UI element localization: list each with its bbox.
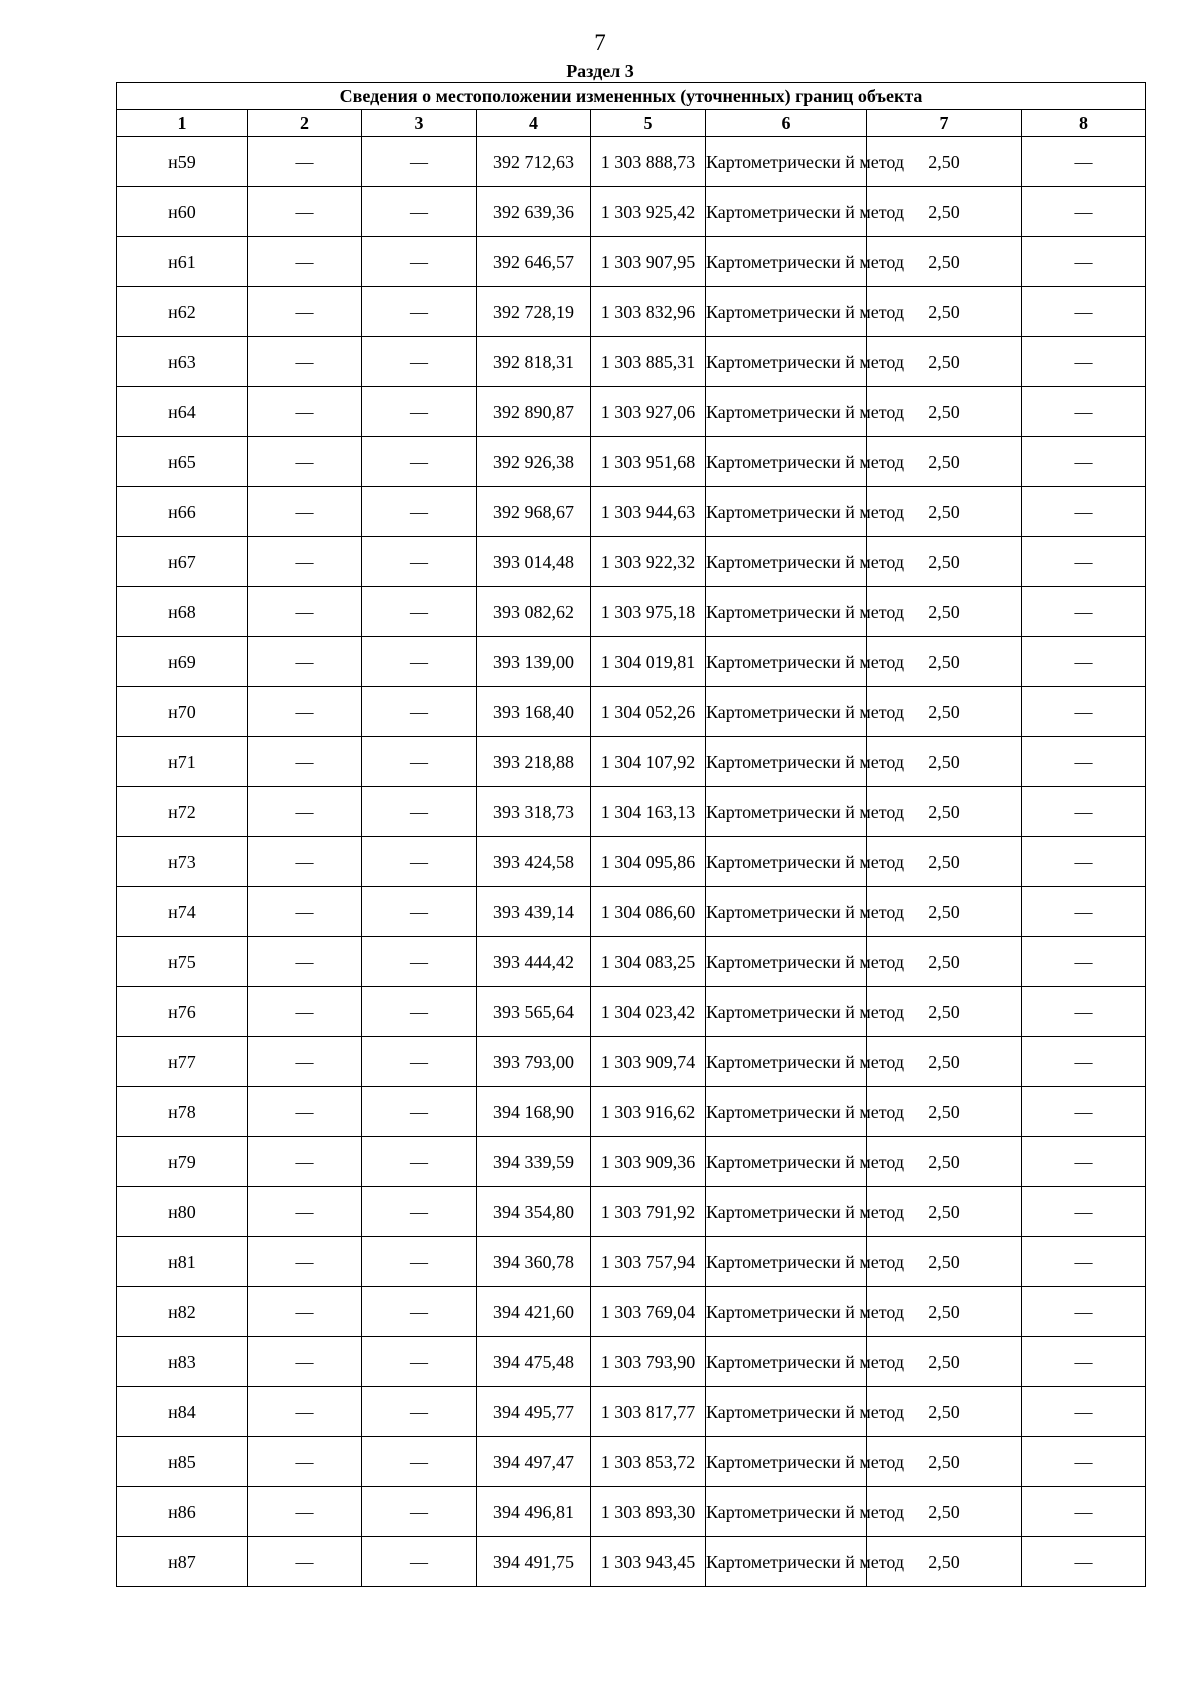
x-coordinate-cell: 393 139,00 bbox=[477, 637, 591, 687]
y-coordinate-cell: 1 303 885,31 bbox=[591, 337, 706, 387]
x-coordinate-cell: 394 168,90 bbox=[477, 1087, 591, 1137]
method-cell: Картометрически й метод bbox=[706, 1487, 867, 1537]
cell-col8: — bbox=[1022, 437, 1146, 487]
cell-col2: — bbox=[248, 937, 362, 987]
method-cell: Картометрически й метод bbox=[706, 537, 867, 587]
point-name-cell: н83 bbox=[117, 1337, 248, 1387]
point-name-cell: н74 bbox=[117, 887, 248, 937]
table-row bbox=[117, 1137, 1146, 1187]
method-cell: Картометрически й метод bbox=[706, 1237, 867, 1287]
accuracy-cell: 2,50 bbox=[867, 1137, 1022, 1187]
cell-col2: — bbox=[248, 1237, 362, 1287]
cell-col3: — bbox=[362, 1537, 477, 1587]
cell-col8: — bbox=[1022, 987, 1146, 1037]
table-row bbox=[117, 137, 1146, 187]
y-coordinate-cell: 1 304 019,81 bbox=[591, 637, 706, 687]
point-name-cell: н59 bbox=[117, 137, 248, 187]
point-name-cell: н87 bbox=[117, 1537, 248, 1587]
x-coordinate-cell: 392 818,31 bbox=[477, 337, 591, 387]
x-coordinate-cell: 392 728,19 bbox=[477, 287, 591, 337]
cell-col3: — bbox=[362, 637, 477, 687]
page-number: 7 bbox=[594, 30, 606, 55]
x-coordinate-cell: 392 639,36 bbox=[477, 187, 591, 237]
x-coordinate-cell: 394 475,48 bbox=[477, 1337, 591, 1387]
cell-col2: — bbox=[248, 1287, 362, 1337]
table-row bbox=[117, 787, 1146, 837]
x-coordinate-cell: 392 890,87 bbox=[477, 387, 591, 437]
accuracy-cell: 2,50 bbox=[867, 387, 1022, 437]
x-coordinate-cell: 394 496,81 bbox=[477, 1487, 591, 1537]
method-cell: Картометрически й метод bbox=[706, 837, 867, 887]
cell-col8: — bbox=[1022, 1437, 1146, 1487]
cell-col8: — bbox=[1022, 287, 1146, 337]
x-coordinate-cell: 393 565,64 bbox=[477, 987, 591, 1037]
column-number: 6 bbox=[706, 110, 867, 137]
cell-col8: — bbox=[1022, 1037, 1146, 1087]
cell-col2: — bbox=[248, 1337, 362, 1387]
method-cell: Картометрически й метод bbox=[706, 487, 867, 537]
cell-col2: — bbox=[248, 487, 362, 537]
cell-col2: — bbox=[248, 737, 362, 787]
table-row bbox=[117, 737, 1146, 787]
cell-col8: — bbox=[1022, 637, 1146, 687]
method-cell: Картометрически й метод bbox=[706, 637, 867, 687]
cell-col3: — bbox=[362, 487, 477, 537]
accuracy-cell: 2,50 bbox=[867, 1437, 1022, 1487]
cell-col8: — bbox=[1022, 537, 1146, 587]
method-cell: Картометрически й метод bbox=[706, 287, 867, 337]
cell-col3: — bbox=[362, 937, 477, 987]
cell-col2: — bbox=[248, 587, 362, 637]
cell-col8: — bbox=[1022, 137, 1146, 187]
table-row bbox=[117, 937, 1146, 987]
y-coordinate-cell: 1 304 086,60 bbox=[591, 887, 706, 937]
cell-col2: — bbox=[248, 1037, 362, 1087]
cell-col8: — bbox=[1022, 387, 1146, 437]
cell-col8: — bbox=[1022, 187, 1146, 237]
table-body bbox=[117, 137, 1146, 1587]
method-cell: Картометрически й метод bbox=[706, 337, 867, 387]
y-coordinate-cell: 1 303 757,94 bbox=[591, 1237, 706, 1287]
point-name-cell: н81 bbox=[117, 1237, 248, 1287]
cell-col2: — bbox=[248, 137, 362, 187]
point-name-cell: н67 bbox=[117, 537, 248, 587]
point-name-cell: н60 bbox=[117, 187, 248, 237]
x-coordinate-cell: 394 339,59 bbox=[477, 1137, 591, 1187]
method-cell: Картометрически й метод bbox=[706, 137, 867, 187]
table-row bbox=[117, 637, 1146, 687]
point-name-cell: н82 bbox=[117, 1287, 248, 1337]
method-cell: Картометрически й метод bbox=[706, 687, 867, 737]
cell-col2: — bbox=[248, 1487, 362, 1537]
cell-col8: — bbox=[1022, 837, 1146, 887]
cell-col8: — bbox=[1022, 687, 1146, 737]
point-name-cell: н76 bbox=[117, 987, 248, 1037]
cell-col2: — bbox=[248, 887, 362, 937]
x-coordinate-cell: 393 444,42 bbox=[477, 937, 591, 987]
cell-col2: — bbox=[248, 387, 362, 437]
cell-col8: — bbox=[1022, 1537, 1146, 1587]
table-row bbox=[117, 687, 1146, 737]
accuracy-cell: 2,50 bbox=[867, 437, 1022, 487]
cell-col2: — bbox=[248, 1537, 362, 1587]
accuracy-cell: 2,50 bbox=[867, 137, 1022, 187]
cell-col2: — bbox=[248, 1137, 362, 1187]
y-coordinate-cell: 1 304 163,13 bbox=[591, 787, 706, 837]
method-cell: Картометрически й метод bbox=[706, 1437, 867, 1487]
column-number: 1 bbox=[117, 110, 248, 137]
cell-col3: — bbox=[362, 1137, 477, 1187]
x-coordinate-cell: 392 968,67 bbox=[477, 487, 591, 537]
y-coordinate-cell: 1 303 791,92 bbox=[591, 1187, 706, 1237]
x-coordinate-cell: 392 926,38 bbox=[477, 437, 591, 487]
x-coordinate-cell: 392 712,63 bbox=[477, 137, 591, 187]
cell-col2: — bbox=[248, 787, 362, 837]
x-coordinate-cell: 394 354,80 bbox=[477, 1187, 591, 1237]
table-row bbox=[117, 237, 1146, 287]
point-name-cell: н70 bbox=[117, 687, 248, 737]
column-number: 3 bbox=[362, 110, 477, 137]
x-coordinate-cell: 394 497,47 bbox=[477, 1437, 591, 1487]
cell-col3: — bbox=[362, 537, 477, 587]
cell-col8: — bbox=[1022, 787, 1146, 837]
table-row bbox=[117, 537, 1146, 587]
y-coordinate-cell: 1 304 107,92 bbox=[591, 737, 706, 787]
method-cell: Картометрически й метод bbox=[706, 1137, 867, 1187]
cell-col3: — bbox=[362, 1187, 477, 1237]
cell-col2: — bbox=[248, 187, 362, 237]
cell-col8: — bbox=[1022, 1237, 1146, 1287]
cell-col3: — bbox=[362, 237, 477, 287]
point-name-cell: н80 bbox=[117, 1187, 248, 1237]
boundary-table bbox=[116, 82, 1146, 1587]
cell-col3: — bbox=[362, 1487, 477, 1537]
table-row bbox=[117, 1187, 1146, 1237]
accuracy-cell: 2,50 bbox=[867, 837, 1022, 887]
accuracy-cell: 2,50 bbox=[867, 1537, 1022, 1587]
cell-col3: — bbox=[362, 787, 477, 837]
y-coordinate-cell: 1 303 927,06 bbox=[591, 387, 706, 437]
point-name-cell: н62 bbox=[117, 287, 248, 337]
cell-col3: — bbox=[362, 687, 477, 737]
y-coordinate-cell: 1 303 793,90 bbox=[591, 1337, 706, 1387]
cell-col8: — bbox=[1022, 1187, 1146, 1237]
accuracy-cell: 2,50 bbox=[867, 937, 1022, 987]
method-cell: Картометрически й метод bbox=[706, 1337, 867, 1387]
point-name-cell: н77 bbox=[117, 1037, 248, 1087]
table-row bbox=[117, 1437, 1146, 1487]
accuracy-cell: 2,50 bbox=[867, 1387, 1022, 1437]
point-name-cell: н78 bbox=[117, 1087, 248, 1137]
point-name-cell: н84 bbox=[117, 1387, 248, 1437]
method-cell: Картометрически й метод bbox=[706, 937, 867, 987]
cell-col8: — bbox=[1022, 487, 1146, 537]
x-coordinate-cell: 393 424,58 bbox=[477, 837, 591, 887]
method-cell: Картометрически й метод bbox=[706, 1537, 867, 1587]
accuracy-cell: 2,50 bbox=[867, 1487, 1022, 1537]
accuracy-cell: 2,50 bbox=[867, 337, 1022, 387]
point-name-cell: н63 bbox=[117, 337, 248, 387]
table-caption-row bbox=[117, 83, 1146, 110]
table-row bbox=[117, 387, 1146, 437]
cell-col2: — bbox=[248, 837, 362, 887]
cell-col3: — bbox=[362, 1437, 477, 1487]
accuracy-cell: 2,50 bbox=[867, 487, 1022, 537]
cell-col2: — bbox=[248, 1187, 362, 1237]
cell-col3: — bbox=[362, 137, 477, 187]
column-number: 5 bbox=[591, 110, 706, 137]
accuracy-cell: 2,50 bbox=[867, 1187, 1022, 1237]
cell-col8: — bbox=[1022, 737, 1146, 787]
table-row bbox=[117, 1287, 1146, 1337]
point-name-cell: н66 bbox=[117, 487, 248, 537]
table-row bbox=[117, 437, 1146, 487]
point-name-cell: н86 bbox=[117, 1487, 248, 1537]
point-name-cell: н65 bbox=[117, 437, 248, 487]
x-coordinate-cell: 393 168,40 bbox=[477, 687, 591, 737]
cell-col8: — bbox=[1022, 337, 1146, 387]
cell-col2: — bbox=[248, 287, 362, 337]
cell-col2: — bbox=[248, 687, 362, 737]
y-coordinate-cell: 1 303 916,62 bbox=[591, 1087, 706, 1137]
x-coordinate-cell: 393 218,88 bbox=[477, 737, 591, 787]
method-cell: Картометрически й метод bbox=[706, 787, 867, 837]
point-name-cell: н85 bbox=[117, 1437, 248, 1487]
cell-col8: — bbox=[1022, 887, 1146, 937]
table-row bbox=[117, 487, 1146, 537]
y-coordinate-cell: 1 303 817,77 bbox=[591, 1387, 706, 1437]
cell-col3: — bbox=[362, 387, 477, 437]
cell-col3: — bbox=[362, 737, 477, 787]
table-caption: Сведения о местоположении измененных (уточненных) границ объекта bbox=[117, 83, 1146, 110]
cell-col8: — bbox=[1022, 1087, 1146, 1137]
point-name-cell: н69 bbox=[117, 637, 248, 687]
cell-col8: — bbox=[1022, 587, 1146, 637]
cell-col3: — bbox=[362, 187, 477, 237]
cell-col2: — bbox=[248, 237, 362, 287]
x-coordinate-cell: 393 014,48 bbox=[477, 537, 591, 587]
method-cell: Картометрически й метод bbox=[706, 1287, 867, 1337]
accuracy-cell: 2,50 bbox=[867, 887, 1022, 937]
accuracy-cell: 2,50 bbox=[867, 737, 1022, 787]
x-coordinate-cell: 394 491,75 bbox=[477, 1537, 591, 1587]
cell-col3: — bbox=[362, 1337, 477, 1387]
column-number: 8 bbox=[1022, 110, 1146, 137]
method-cell: Картометрически й метод bbox=[706, 887, 867, 937]
method-cell: Картометрически й метод bbox=[706, 387, 867, 437]
y-coordinate-cell: 1 303 909,36 bbox=[591, 1137, 706, 1187]
y-coordinate-cell: 1 304 095,86 bbox=[591, 837, 706, 887]
table-row bbox=[117, 1237, 1146, 1287]
cell-col3: — bbox=[362, 1287, 477, 1337]
column-number: 7 bbox=[867, 110, 1022, 137]
cell-col2: — bbox=[248, 1437, 362, 1487]
column-number: 4 bbox=[477, 110, 591, 137]
accuracy-cell: 2,50 bbox=[867, 1087, 1022, 1137]
cell-col3: — bbox=[362, 587, 477, 637]
y-coordinate-cell: 1 303 769,04 bbox=[591, 1287, 706, 1337]
point-name-cell: н71 bbox=[117, 737, 248, 787]
cell-col2: — bbox=[248, 337, 362, 387]
accuracy-cell: 2,50 bbox=[867, 987, 1022, 1037]
table-row bbox=[117, 1337, 1146, 1387]
x-coordinate-cell: 393 439,14 bbox=[477, 887, 591, 937]
table-row bbox=[117, 287, 1146, 337]
y-coordinate-cell: 1 304 052,26 bbox=[591, 687, 706, 737]
table-row bbox=[117, 1537, 1146, 1587]
cell-col3: — bbox=[362, 437, 477, 487]
cell-col3: — bbox=[362, 337, 477, 387]
accuracy-cell: 2,50 bbox=[867, 237, 1022, 287]
cell-col3: — bbox=[362, 837, 477, 887]
x-coordinate-cell: 393 318,73 bbox=[477, 787, 591, 837]
x-coordinate-cell: 394 421,60 bbox=[477, 1287, 591, 1337]
cell-col3: — bbox=[362, 1237, 477, 1287]
cell-col2: — bbox=[248, 637, 362, 687]
cell-col2: — bbox=[248, 437, 362, 487]
point-name-cell: н73 bbox=[117, 837, 248, 887]
x-coordinate-cell: 394 360,78 bbox=[477, 1237, 591, 1287]
method-cell: Картометрически й метод bbox=[706, 187, 867, 237]
method-cell: Картометрически й метод bbox=[706, 587, 867, 637]
method-cell: Картометрически й метод bbox=[706, 1087, 867, 1137]
cell-col3: — bbox=[362, 1037, 477, 1087]
method-cell: Картометрически й метод bbox=[706, 437, 867, 487]
x-coordinate-cell: 393 793,00 bbox=[477, 1037, 591, 1087]
cell-col8: — bbox=[1022, 1337, 1146, 1387]
cell-col3: — bbox=[362, 987, 477, 1037]
section-title: Раздел 3 bbox=[566, 61, 634, 81]
table-row bbox=[117, 187, 1146, 237]
y-coordinate-cell: 1 303 907,95 bbox=[591, 237, 706, 287]
y-coordinate-cell: 1 303 925,42 bbox=[591, 187, 706, 237]
cell-col3: — bbox=[362, 1387, 477, 1437]
accuracy-cell: 2,50 bbox=[867, 1037, 1022, 1087]
cell-col3: — bbox=[362, 1087, 477, 1137]
y-coordinate-cell: 1 303 832,96 bbox=[591, 287, 706, 337]
y-coordinate-cell: 1 303 893,30 bbox=[591, 1487, 706, 1537]
cell-col8: — bbox=[1022, 1287, 1146, 1337]
point-name-cell: н64 bbox=[117, 387, 248, 437]
x-coordinate-cell: 392 646,57 bbox=[477, 237, 591, 287]
y-coordinate-cell: 1 303 943,45 bbox=[591, 1537, 706, 1587]
accuracy-cell: 2,50 bbox=[867, 787, 1022, 837]
point-name-cell: н72 bbox=[117, 787, 248, 837]
y-coordinate-cell: 1 303 909,74 bbox=[591, 1037, 706, 1087]
point-name-cell: н75 bbox=[117, 937, 248, 987]
y-coordinate-cell: 1 303 975,18 bbox=[591, 587, 706, 637]
point-name-cell: н68 bbox=[117, 587, 248, 637]
cell-col8: — bbox=[1022, 1137, 1146, 1187]
method-cell: Картометрически й метод bbox=[706, 1037, 867, 1087]
accuracy-cell: 2,50 bbox=[867, 1337, 1022, 1387]
table-row bbox=[117, 887, 1146, 937]
table-row bbox=[117, 987, 1146, 1037]
cell-col3: — bbox=[362, 887, 477, 937]
y-coordinate-cell: 1 303 922,32 bbox=[591, 537, 706, 587]
point-name-cell: н79 bbox=[117, 1137, 248, 1187]
table-row bbox=[117, 837, 1146, 887]
accuracy-cell: 2,50 bbox=[867, 687, 1022, 737]
table-row bbox=[117, 1387, 1146, 1437]
x-coordinate-cell: 394 495,77 bbox=[477, 1387, 591, 1437]
y-coordinate-cell: 1 304 023,42 bbox=[591, 987, 706, 1037]
cell-col3: — bbox=[362, 287, 477, 337]
y-coordinate-cell: 1 304 083,25 bbox=[591, 937, 706, 987]
y-coordinate-cell: 1 303 853,72 bbox=[591, 1437, 706, 1487]
table-row bbox=[117, 587, 1146, 637]
cell-col2: — bbox=[248, 1087, 362, 1137]
cell-col8: — bbox=[1022, 937, 1146, 987]
accuracy-cell: 2,50 bbox=[867, 587, 1022, 637]
table-row bbox=[117, 1087, 1146, 1137]
table-row bbox=[117, 337, 1146, 387]
table-row bbox=[117, 1487, 1146, 1537]
cell-col2: — bbox=[248, 1387, 362, 1437]
cell-col8: — bbox=[1022, 1387, 1146, 1437]
accuracy-cell: 2,50 bbox=[867, 187, 1022, 237]
column-number: 2 bbox=[248, 110, 362, 137]
cell-col8: — bbox=[1022, 237, 1146, 287]
x-coordinate-cell: 393 082,62 bbox=[477, 587, 591, 637]
accuracy-cell: 2,50 bbox=[867, 1287, 1022, 1337]
y-coordinate-cell: 1 303 944,63 bbox=[591, 487, 706, 537]
method-cell: Картометрически й метод bbox=[706, 1187, 867, 1237]
y-coordinate-cell: 1 303 888,73 bbox=[591, 137, 706, 187]
method-cell: Картометрически й метод bbox=[706, 737, 867, 787]
y-coordinate-cell: 1 303 951,68 bbox=[591, 437, 706, 487]
accuracy-cell: 2,50 bbox=[867, 287, 1022, 337]
table-row bbox=[117, 1037, 1146, 1087]
cell-col2: — bbox=[248, 537, 362, 587]
method-cell: Картометрически й метод bbox=[706, 1387, 867, 1437]
point-name-cell: н61 bbox=[117, 237, 248, 287]
cell-col2: — bbox=[248, 987, 362, 1037]
method-cell: Картометрически й метод bbox=[706, 237, 867, 287]
method-cell: Картометрически й метод bbox=[706, 987, 867, 1037]
accuracy-cell: 2,50 bbox=[867, 637, 1022, 687]
cell-col8: — bbox=[1022, 1487, 1146, 1537]
column-number-row bbox=[117, 110, 1146, 137]
accuracy-cell: 2,50 bbox=[867, 537, 1022, 587]
accuracy-cell: 2,50 bbox=[867, 1237, 1022, 1287]
